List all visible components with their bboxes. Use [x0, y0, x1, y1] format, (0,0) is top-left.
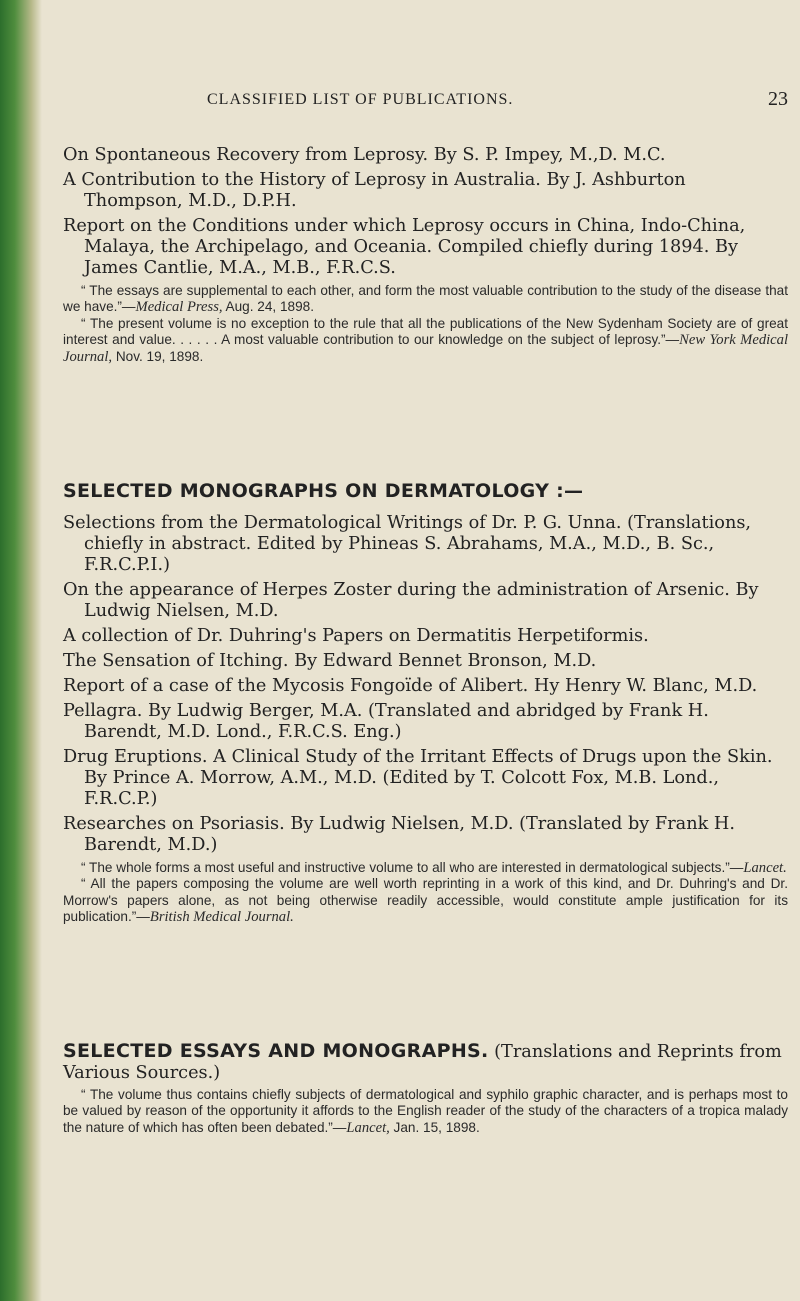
review-text: “ The whole forms a most useful and instructive volume to all who are interested in dermatological subjects.”— — [81, 860, 744, 875]
review-source: British Medical Journal. — [149, 909, 294, 926]
book-binding-edge — [0, 0, 42, 1301]
page-number: 23 — [768, 88, 788, 110]
header-title: CLASSIFIED LIST OF PUBLICATIONS. — [207, 91, 514, 108]
publication-entry: Selections from the Dermatological Writings of Dr. P. G. Unna. (Translations, chiefly in abstract. Edited by Phineas S. Abrahams, M.A., M.D., B. Sc., F.R.C.P.I.) — [63, 513, 752, 575]
publication-entry: Researches on Psoriasis. By Ludwig Nielsen, M.D. (Translated by Frank H. Barendt, M.D.) — [63, 814, 735, 855]
review-date: Aug. 24, 1898. — [222, 299, 314, 315]
review-quote — [63, 316, 788, 365]
essays-monographs-section — [63, 1040, 788, 1136]
review-quote — [63, 283, 788, 316]
publication-entry: On the appearance of Herpes Zoster during the administration of Arsenic. By Ludwig Nielsen, M.D. — [63, 580, 759, 621]
section-heading-line — [63, 1040, 788, 1084]
section-heading-tail: (Translations and Reprints from Various Sources.) — [63, 1042, 782, 1083]
review-date: Jan. 15, 1898. — [389, 1119, 480, 1135]
entries-list — [63, 513, 788, 856]
publication-entry: On Spontaneous Recovery from Leprosy. By S. P. Impey, M.,D. M.C. — [63, 145, 666, 165]
publication-entry: Drug Eruptions. A Clinical Study of the Irritant Effects of Drugs upon the Skin. By Prince A. Morrow, A.M., M.D. (Edited by T. Colcott Fox, M.B. Lond., F.R.C.P.) — [63, 747, 773, 809]
review-source: New York Medical Journal, — [63, 332, 788, 365]
book-page — [42, 0, 800, 1301]
review-text: “ The volume thus contains chiefly subjects of dermatological and syphilo graphic character, and is perhaps most to be valued by reason of the opportunity it affords to the English reader of the study of the characters of a tropica malady the nature of which has often been debated.”— — [63, 1087, 788, 1135]
review-text: “ The present volume is no exception to the rule that all the publications of the New Sydenham Society are of great interest and value. . . . . . A most valuable contribution to our knowledge on the subject of leprosy.”— — [63, 315, 788, 348]
running-header — [42, 88, 800, 115]
review-text: “ The essays are supplemental to each other, and form the most valuable contribution to the study of the disease that we have.”— — [63, 283, 788, 315]
review-text: “ All the papers composing the volume are well worth reprinting in a work of this kind, and Dr. Duhring's and Dr. Morrow's papers alone, as not being otherwise readily accessible, would constitute ample justification for its publication.”— — [63, 876, 788, 925]
review-source: Lancet. — [743, 860, 787, 876]
leprosy-section — [63, 145, 788, 365]
dermatology-monographs-section — [63, 480, 788, 926]
section-heading: SELECTED MONOGRAPHS ON DERMATOLOGY :— — [63, 480, 584, 502]
publication-entry: Report of a case of the Mycosis Fongoïde of Alibert. Hy Henry W. Blanc, M.D. — [63, 676, 758, 696]
section-heading: SELECTED ESSAYS AND MONOGRAPHS. — [63, 1040, 489, 1062]
publication-entry: A collection of Dr. Duhring's Papers on Dermatitis Herpetiformis. — [63, 626, 649, 646]
publication-entry: Pellagra. By Ludwig Berger, M.A. (Translated and abridged by Frank H. Barendt, M.D. Lond., F.R.C.S. Eng.) — [63, 701, 709, 742]
review-quote — [63, 876, 788, 925]
review-quote — [63, 860, 788, 876]
review-date: Nov. 19, 1898. — [112, 348, 204, 364]
publication-entry: The Sensation of Itching. By Edward Bennet Bronson, M.D. — [63, 651, 597, 671]
review-source: Medical Press, — [135, 299, 223, 316]
review-source: Lancet, — [346, 1119, 390, 1136]
publication-entry: A Contribution to the History of Leprosy in Australia. By J. Ashburton Thompson, M.D., D.P.H. — [63, 170, 686, 211]
review-quote — [63, 1087, 788, 1136]
publication-entry: Report on the Conditions under which Leprosy occurs in China, Indo-China, Malaya, the Archipelago, and Oceania. Compiled chiefly during 1894. By James Cantlie, M.A., M.B., F.R.C.S. — [63, 216, 746, 278]
